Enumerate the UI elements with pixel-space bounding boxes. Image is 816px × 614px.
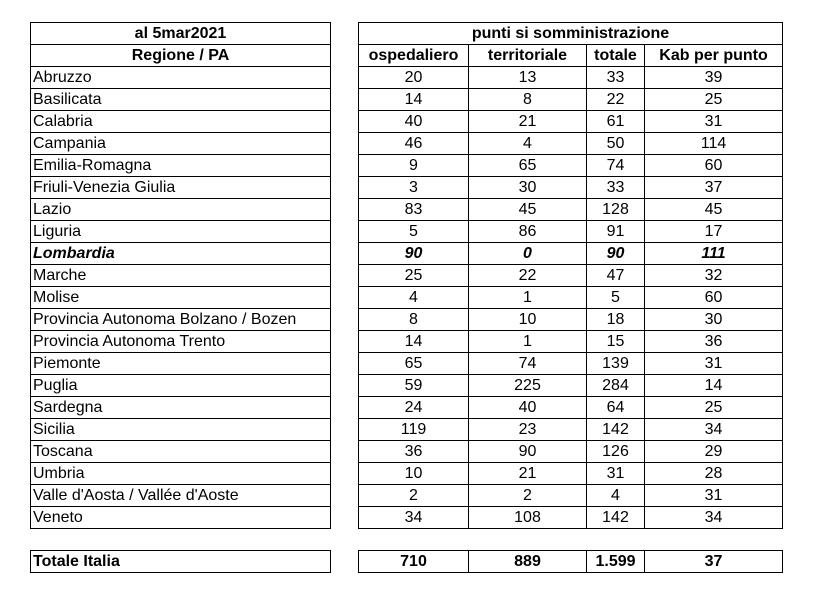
table-row xyxy=(31,221,331,243)
cell-kab: 60 xyxy=(645,155,783,177)
cell-tot: 33 xyxy=(587,67,645,89)
region-name: Puglia xyxy=(31,375,331,397)
table-row xyxy=(359,441,783,463)
table-row xyxy=(359,67,783,89)
cell-osp: 2 xyxy=(359,485,469,507)
cell-ter: 10 xyxy=(469,309,587,331)
table-row xyxy=(31,441,331,463)
cell-osp: 24 xyxy=(359,397,469,419)
cell-tot: 284 xyxy=(587,375,645,397)
cell-tot: 22 xyxy=(587,89,645,111)
cell-kab: 14 xyxy=(645,375,783,397)
total-label: Totale Italia xyxy=(31,551,331,573)
cell-osp: 14 xyxy=(359,331,469,353)
cell-ter: 2 xyxy=(469,485,587,507)
table-row xyxy=(359,485,783,507)
region-name: Campania xyxy=(31,133,331,155)
cell-kab: 34 xyxy=(645,419,783,441)
cell-osp: 65 xyxy=(359,353,469,375)
cell-kab: 25 xyxy=(645,89,783,111)
cell-tot: 142 xyxy=(587,507,645,529)
cell-tot: 74 xyxy=(587,155,645,177)
table-row xyxy=(31,199,331,221)
region-name: Lombardia xyxy=(31,243,331,265)
cell-kab: 34 xyxy=(645,507,783,529)
table-row xyxy=(359,287,783,309)
col-header-ospedaliero: ospedaliero xyxy=(359,45,469,67)
table-row xyxy=(31,463,331,485)
region-name: Sicilia xyxy=(31,419,331,441)
group-header: punti si somministrazione xyxy=(359,23,783,45)
cell-kab: 31 xyxy=(645,353,783,375)
table-row xyxy=(359,309,783,331)
table-row xyxy=(31,111,331,133)
cell-ter: 4 xyxy=(469,133,587,155)
cell-ter: 0 xyxy=(469,243,587,265)
cell-kab: 30 xyxy=(645,309,783,331)
region-name: Emilia-Romagna xyxy=(31,155,331,177)
cell-kab: 37 xyxy=(645,177,783,199)
cell-kab: 36 xyxy=(645,331,783,353)
cell-kab: 17 xyxy=(645,221,783,243)
cell-osp: 40 xyxy=(359,111,469,133)
table-row xyxy=(359,111,783,133)
region-name: Molise xyxy=(31,287,331,309)
table-row xyxy=(31,309,331,331)
cell-tot: 91 xyxy=(587,221,645,243)
cell-ter: 21 xyxy=(469,463,587,485)
cell-tot: 126 xyxy=(587,441,645,463)
table-row xyxy=(31,89,331,111)
region-name: Marche xyxy=(31,265,331,287)
cell-kab: 45 xyxy=(645,199,783,221)
region-name: Piemonte xyxy=(31,353,331,375)
table-row xyxy=(359,265,783,287)
table-row xyxy=(31,265,331,287)
table-row xyxy=(359,397,783,419)
total-label-table xyxy=(30,550,331,573)
table-row xyxy=(31,507,331,529)
table-row xyxy=(359,331,783,353)
table-row xyxy=(31,177,331,199)
total-territoriale: 889 xyxy=(469,551,587,573)
table-row xyxy=(359,419,783,441)
table-row xyxy=(31,155,331,177)
table-row xyxy=(359,177,783,199)
table-row xyxy=(359,221,783,243)
cell-osp: 9 xyxy=(359,155,469,177)
cell-osp: 20 xyxy=(359,67,469,89)
region-name: Veneto xyxy=(31,507,331,529)
cell-kab: 29 xyxy=(645,441,783,463)
cell-ter: 225 xyxy=(469,375,587,397)
cell-ter: 13 xyxy=(469,67,587,89)
cell-osp: 83 xyxy=(359,199,469,221)
region-name: Basilicata xyxy=(31,89,331,111)
cell-kab: 28 xyxy=(645,463,783,485)
cell-ter: 1 xyxy=(469,287,587,309)
cell-tot: 61 xyxy=(587,111,645,133)
col-header-totale: totale xyxy=(587,45,645,67)
cell-tot: 50 xyxy=(587,133,645,155)
cell-tot: 15 xyxy=(587,331,645,353)
cell-ter: 45 xyxy=(469,199,587,221)
table-row xyxy=(359,353,783,375)
cell-osp: 25 xyxy=(359,265,469,287)
cell-osp: 4 xyxy=(359,287,469,309)
table-row xyxy=(359,463,783,485)
table-row xyxy=(31,375,331,397)
cell-tot: 64 xyxy=(587,397,645,419)
cell-tot: 31 xyxy=(587,463,645,485)
cell-ter: 108 xyxy=(469,507,587,529)
cell-ter: 21 xyxy=(469,111,587,133)
cell-tot: 90 xyxy=(587,243,645,265)
cell-ter: 90 xyxy=(469,441,587,463)
cell-ter: 40 xyxy=(469,397,587,419)
table-row xyxy=(359,133,783,155)
cell-osp: 36 xyxy=(359,441,469,463)
cell-tot: 5 xyxy=(587,287,645,309)
date-header: al 5mar2021 xyxy=(31,23,331,45)
cell-kab: 32 xyxy=(645,265,783,287)
region-name: Liguria xyxy=(31,221,331,243)
cell-ter: 65 xyxy=(469,155,587,177)
total-values-table xyxy=(358,550,783,573)
table-row xyxy=(31,419,331,441)
table-row xyxy=(359,375,783,397)
cell-tot: 18 xyxy=(587,309,645,331)
cell-osp: 3 xyxy=(359,177,469,199)
cell-kab: 25 xyxy=(645,397,783,419)
table-row xyxy=(31,133,331,155)
cell-tot: 4 xyxy=(587,485,645,507)
table-row xyxy=(31,67,331,89)
points-table xyxy=(358,22,783,529)
cell-tot: 139 xyxy=(587,353,645,375)
table-row xyxy=(359,89,783,111)
cell-kab: 114 xyxy=(645,133,783,155)
cell-tot: 47 xyxy=(587,265,645,287)
cell-osp: 5 xyxy=(359,221,469,243)
total-kab: 37 xyxy=(645,551,783,573)
total-ospedaliero: 710 xyxy=(359,551,469,573)
table-row xyxy=(31,353,331,375)
table-row xyxy=(359,507,783,529)
region-name: Sardegna xyxy=(31,397,331,419)
table-row xyxy=(31,243,331,265)
cell-tot: 33 xyxy=(587,177,645,199)
cell-osp: 8 xyxy=(359,309,469,331)
table-row xyxy=(31,287,331,309)
cell-osp: 14 xyxy=(359,89,469,111)
cell-tot: 128 xyxy=(587,199,645,221)
col-header-kab: Kab per punto xyxy=(645,45,783,67)
table-row xyxy=(359,155,783,177)
region-name: Abruzzo xyxy=(31,67,331,89)
region-name: Calabria xyxy=(31,111,331,133)
table-row xyxy=(31,485,331,507)
regions-table xyxy=(30,22,331,529)
region-name: Provincia Autonoma Bolzano / Bozen xyxy=(31,309,331,331)
table-row xyxy=(359,199,783,221)
region-name: Toscana xyxy=(31,441,331,463)
table-row xyxy=(359,243,783,265)
cell-ter: 22 xyxy=(469,265,587,287)
cell-ter: 8 xyxy=(469,89,587,111)
region-header: Regione / PA xyxy=(31,45,331,67)
cell-osp: 90 xyxy=(359,243,469,265)
total-totale: 1.599 xyxy=(587,551,645,573)
region-name: Valle d'Aosta / Vallée d'Aoste xyxy=(31,485,331,507)
table-row xyxy=(31,397,331,419)
cell-osp: 10 xyxy=(359,463,469,485)
cell-osp: 46 xyxy=(359,133,469,155)
cell-ter: 23 xyxy=(469,419,587,441)
region-name: Umbria xyxy=(31,463,331,485)
region-name: Friuli-Venezia Giulia xyxy=(31,177,331,199)
cell-tot: 142 xyxy=(587,419,645,441)
cell-ter: 30 xyxy=(469,177,587,199)
cell-kab: 31 xyxy=(645,485,783,507)
cell-kab: 111 xyxy=(645,243,783,265)
col-header-territoriale: territoriale xyxy=(469,45,587,67)
region-name: Lazio xyxy=(31,199,331,221)
cell-osp: 59 xyxy=(359,375,469,397)
cell-kab: 39 xyxy=(645,67,783,89)
table-row xyxy=(31,331,331,353)
cell-ter: 74 xyxy=(469,353,587,375)
cell-kab: 31 xyxy=(645,111,783,133)
region-name: Provincia Autonoma Trento xyxy=(31,331,331,353)
cell-osp: 119 xyxy=(359,419,469,441)
cell-ter: 1 xyxy=(469,331,587,353)
cell-kab: 60 xyxy=(645,287,783,309)
cell-osp: 34 xyxy=(359,507,469,529)
cell-ter: 86 xyxy=(469,221,587,243)
